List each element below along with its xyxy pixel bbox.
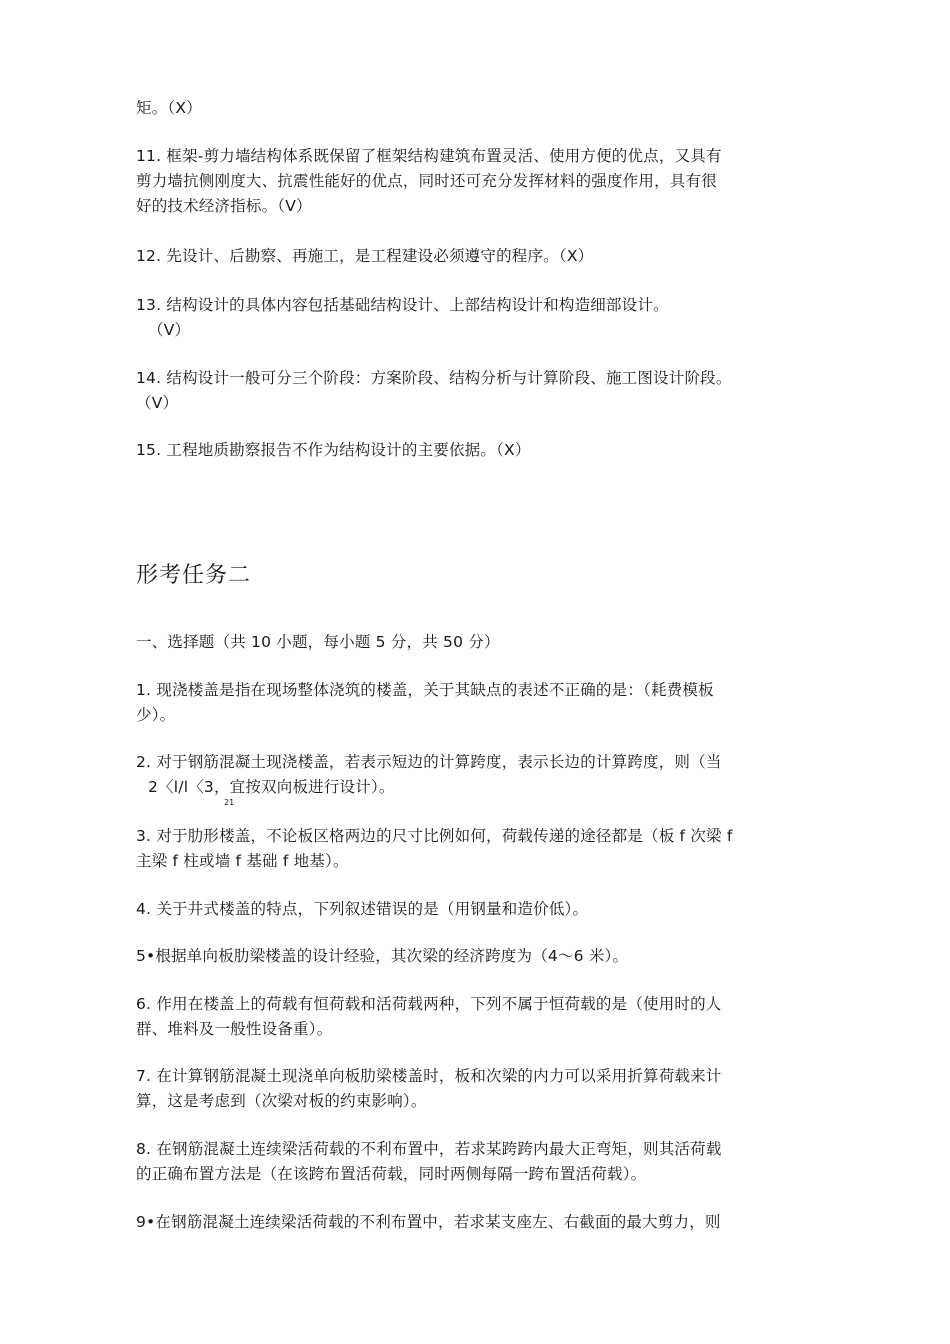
text-line: 9•在钢筋混凝土连续梁活荷载的不利布置中，若求某支座左、右截面的最大剪力，则 bbox=[136, 1213, 721, 1231]
choice-question-1 bbox=[136, 678, 826, 728]
question-15 bbox=[136, 438, 826, 463]
text-line: 主梁 f 柱或墙 f 基础 f 地基）。 bbox=[136, 852, 349, 870]
choice-question-4 bbox=[136, 897, 826, 922]
text-line: （V） bbox=[148, 321, 191, 339]
question-13 bbox=[136, 293, 826, 343]
choice-question-8 bbox=[136, 1137, 826, 1187]
text-line: 的正确布置方法是（在该跨布置活荷载，同时两侧每隔一跨布置活荷载）。 bbox=[136, 1165, 647, 1183]
text-line: 4. 关于井式楼盖的特点，下列叙述错误的是（用钢量和造价低）。 bbox=[136, 900, 589, 918]
text-line: 12. 先设计、后勘察、再施工，是工程建设必须遵守的程序。（X） bbox=[136, 247, 594, 265]
text-line: 5•根据单向板肋梁楼盖的设计经验，其次梁的经济跨度为（4〜6 米）。 bbox=[136, 947, 629, 965]
text-line: 11. 框架-剪力墙结构体系既保留了框架结构建筑布置灵活、使用方便的优点，又具有 bbox=[136, 147, 722, 165]
continued-answer-line bbox=[136, 96, 826, 121]
text-line: 一、选择题（共 10 小题，每小题 5 分，共 50 分） bbox=[136, 633, 500, 651]
text-line: 2〈l/l〈3，宜按双向板进行设计）。 bbox=[148, 778, 395, 796]
text-line: 15. 工程地质勘察报告不作为结构设计的主要依据。（X） bbox=[136, 441, 531, 459]
question-14 bbox=[136, 366, 826, 416]
text-line: 8. 在钢筋混凝土连续梁活荷载的不利布置中，若求某跨跨内最大正弯矩，则其活荷载 bbox=[136, 1140, 722, 1158]
text-line: （V） bbox=[136, 394, 179, 412]
text-line: 群、堆料及一般性设备重）。 bbox=[136, 1020, 333, 1038]
text-line: 好的技术经济指标。（V） bbox=[136, 197, 312, 215]
text-line: 6. 作用在楼盖上的荷载有恒荷载和活荷载两种，下列不属于恒荷载的是（使用时的人 bbox=[136, 995, 722, 1013]
choice-question-9 bbox=[136, 1210, 826, 1235]
choice-question-2 bbox=[136, 750, 826, 800]
part-heading bbox=[136, 630, 826, 655]
text-line: 1. 现浇楼盖是指在现场整体浇筑的楼盖，关于其缺点的表述不正确的是：（耗费模板 bbox=[136, 681, 714, 699]
choice-question-5 bbox=[136, 944, 826, 969]
text-line: 13. 结构设计的具体内容包括基础结构设计、上部结构设计和构造细部设计。 bbox=[136, 296, 669, 314]
text-line: 2. 对于钢筋混凝土现浇楼盖，若表示短边的计算跨度，表示长边的计算跨度，则（当 bbox=[136, 753, 722, 771]
choice-question-7 bbox=[136, 1064, 826, 1114]
choice-question-3 bbox=[136, 824, 826, 874]
section-title: 形考任务二 bbox=[136, 563, 252, 588]
text-line: 少）。 bbox=[136, 706, 176, 724]
choice-question-6 bbox=[136, 992, 826, 1042]
question-12 bbox=[136, 244, 826, 269]
text-line: 7. 在计算钢筋混凝土现浇单向板肋梁楼盖时，板和次梁的内力可以采用折算荷载来计 bbox=[136, 1067, 722, 1085]
text-line: 剪力墙抗侧刚度大、抗震性能好的优点，同时还可充分发挥材料的强度作用，具有很 bbox=[136, 172, 717, 190]
text-line: 算，这是考虑到（次梁对板的约束影响）。 bbox=[136, 1092, 427, 1110]
text-line: 矩。（X） bbox=[136, 99, 202, 117]
text-line: 3. 对于肋形楼盖，不论板区格两边的尺寸比例如何，荷载传递的途径都是（板 f 次梁 f bbox=[136, 827, 733, 845]
subscript-label: 21 bbox=[224, 798, 235, 807]
question-11 bbox=[136, 144, 826, 219]
text-line: 14. 结构设计一般可分三个阶段：方案阶段、结构分析与计算阶段、施工图设计阶段。 bbox=[136, 369, 732, 387]
